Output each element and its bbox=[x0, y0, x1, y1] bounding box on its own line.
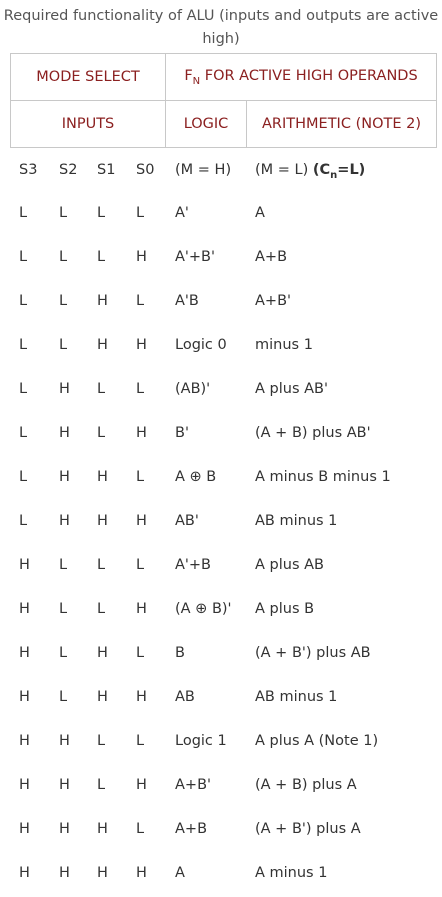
cell-s1: H bbox=[97, 821, 108, 837]
cell-arithmetic-function: (A + B') plus AB bbox=[255, 645, 371, 661]
cell-s3: H bbox=[19, 645, 30, 661]
cell-s0: H bbox=[136, 865, 147, 881]
table-row bbox=[0, 720, 442, 764]
subheader-s1: S1 bbox=[97, 162, 116, 178]
data-rows bbox=[0, 192, 442, 896]
cell-arithmetic-function: (A + B') plus A bbox=[255, 821, 361, 837]
cell-arithmetic-function: (A + B) plus A bbox=[255, 777, 357, 793]
cell-s0: H bbox=[136, 777, 147, 793]
cell-s2: L bbox=[59, 645, 68, 661]
cell-arithmetic-function: A minus 1 bbox=[255, 865, 328, 881]
cell-s3: L bbox=[19, 337, 28, 353]
cell-logic-function: A' bbox=[175, 205, 189, 221]
table-row bbox=[0, 808, 442, 852]
cell-s2: H bbox=[59, 381, 70, 397]
cell-logic-function: A+B' bbox=[175, 777, 212, 793]
carry-sub: n bbox=[330, 169, 338, 181]
cell-s3: L bbox=[19, 249, 28, 265]
cell-s1: L bbox=[97, 733, 106, 749]
fn-header bbox=[166, 54, 437, 101]
table-row bbox=[0, 192, 442, 236]
cell-s2: H bbox=[59, 513, 70, 529]
cell-logic-function: (A ⊕ B)' bbox=[175, 601, 232, 617]
cell-s1: L bbox=[97, 381, 106, 397]
cell-s3: H bbox=[19, 821, 30, 837]
fn-header-prefix: F bbox=[184, 67, 193, 84]
cell-logic-function: Logic 1 bbox=[175, 733, 227, 749]
cell-arithmetic-function: AB minus 1 bbox=[255, 513, 338, 529]
cell-arithmetic-function: A+B' bbox=[255, 293, 292, 309]
cell-s3: L bbox=[19, 425, 28, 441]
fn-header-suffix: FOR ACTIVE HIGH OPERANDS bbox=[200, 67, 418, 84]
header-row-1 bbox=[11, 54, 437, 101]
cell-logic-function: A bbox=[175, 865, 185, 881]
cell-s2: L bbox=[59, 293, 68, 309]
cell-s3: L bbox=[19, 205, 28, 221]
cell-logic-function: B bbox=[175, 645, 185, 661]
cell-s2: L bbox=[59, 249, 68, 265]
cell-s0: L bbox=[136, 469, 145, 485]
table-row bbox=[0, 236, 442, 280]
cell-s3: H bbox=[19, 557, 30, 573]
cell-s0: H bbox=[136, 513, 147, 529]
cell-s2: H bbox=[59, 777, 70, 793]
cell-s2: H bbox=[59, 733, 70, 749]
cell-s2: L bbox=[59, 689, 68, 705]
carry-prefix: (C bbox=[312, 162, 331, 178]
cell-s2: L bbox=[59, 337, 68, 353]
table-row bbox=[0, 852, 442, 896]
table-row bbox=[0, 280, 442, 324]
arithmetic-header: ARITHMETIC (NOTE 2) bbox=[247, 101, 437, 148]
table-row bbox=[0, 676, 442, 720]
cell-arithmetic-function: minus 1 bbox=[255, 337, 313, 353]
cell-s3: H bbox=[19, 689, 30, 705]
carry-suffix: =L) bbox=[337, 162, 366, 178]
cell-s0: L bbox=[136, 557, 145, 573]
cell-s1: H bbox=[97, 293, 108, 309]
cell-logic-function: AB bbox=[175, 689, 195, 705]
cell-s2: L bbox=[59, 557, 68, 573]
table-row bbox=[0, 500, 442, 544]
header-row-2 bbox=[11, 101, 437, 148]
subheader-row bbox=[0, 148, 442, 192]
cell-s1: L bbox=[97, 557, 106, 573]
fn-header-sub: N bbox=[192, 75, 201, 87]
table-row bbox=[0, 544, 442, 588]
cell-s1: L bbox=[97, 777, 106, 793]
cell-s3: L bbox=[19, 381, 28, 397]
cell-arithmetic-function: A bbox=[255, 205, 265, 221]
cell-s3: H bbox=[19, 733, 30, 749]
cell-s1: L bbox=[97, 249, 106, 265]
table-row bbox=[0, 324, 442, 368]
table-row bbox=[0, 412, 442, 456]
cell-logic-function: B' bbox=[175, 425, 189, 441]
subheader-logic-mode: (M = H) bbox=[175, 162, 232, 178]
cell-logic-function: A'+B' bbox=[175, 249, 215, 265]
cell-s0: L bbox=[136, 205, 145, 221]
cell-logic-function: A'+B bbox=[175, 557, 212, 573]
cell-arithmetic-function: A plus AB' bbox=[255, 381, 328, 397]
cell-s0: H bbox=[136, 425, 147, 441]
cell-s1: H bbox=[97, 645, 108, 661]
cell-s1: H bbox=[97, 513, 108, 529]
cell-logic-function: (AB)' bbox=[175, 381, 211, 397]
cell-s0: H bbox=[136, 601, 147, 617]
cell-logic-function: Logic 0 bbox=[175, 337, 227, 353]
cell-s3: H bbox=[19, 777, 30, 793]
cell-s1: H bbox=[97, 469, 108, 485]
cell-s3: H bbox=[19, 601, 30, 617]
subheader-s2: S2 bbox=[59, 162, 78, 178]
cell-s3: L bbox=[19, 293, 28, 309]
cell-s1: L bbox=[97, 601, 106, 617]
table-row bbox=[0, 632, 442, 676]
inputs-header: INPUTS bbox=[11, 101, 166, 148]
cell-s1: H bbox=[97, 689, 108, 705]
cell-arithmetic-function: AB minus 1 bbox=[255, 689, 338, 705]
table-caption: Required functionality of ALU (inputs and outputs are active high) bbox=[3, 8, 439, 47]
logic-header: LOGIC bbox=[166, 101, 247, 148]
cell-s3: H bbox=[19, 865, 30, 881]
table-row bbox=[0, 368, 442, 412]
subheader-s3: S3 bbox=[19, 162, 38, 178]
cell-arithmetic-function: A minus B minus 1 bbox=[255, 469, 391, 485]
cell-logic-function: A'B bbox=[175, 293, 199, 309]
cell-arithmetic-function: A plus A (Note 1) bbox=[255, 733, 379, 749]
subheader-s0: S0 bbox=[136, 162, 155, 178]
cell-s0: H bbox=[136, 689, 147, 705]
cell-s2: L bbox=[59, 205, 68, 221]
cell-s0: L bbox=[136, 381, 145, 397]
subheader-arith-mode bbox=[255, 162, 365, 181]
cell-logic-function: AB' bbox=[175, 513, 199, 529]
cell-s2: H bbox=[59, 865, 70, 881]
alu-header-table bbox=[10, 53, 437, 148]
cell-s0: L bbox=[136, 293, 145, 309]
cell-s2: H bbox=[59, 469, 70, 485]
cell-arithmetic-function: A plus AB bbox=[255, 557, 324, 573]
cell-s2: L bbox=[59, 601, 68, 617]
table-row bbox=[0, 588, 442, 632]
table-row bbox=[0, 456, 442, 500]
truth-table-body bbox=[0, 148, 442, 896]
subheader-carry bbox=[312, 162, 366, 181]
subheader-arith-prefix: (M = L) bbox=[255, 162, 309, 178]
cell-arithmetic-function: (A + B) plus AB' bbox=[255, 425, 371, 441]
table-row bbox=[0, 764, 442, 808]
cell-s2: H bbox=[59, 821, 70, 837]
mode-select-header: MODE SELECT bbox=[11, 54, 166, 101]
cell-s0: L bbox=[136, 821, 145, 837]
cell-s1: H bbox=[97, 337, 108, 353]
cell-s0: H bbox=[136, 249, 147, 265]
cell-s0: L bbox=[136, 645, 145, 661]
cell-logic-function: A ⊕ B bbox=[175, 469, 217, 485]
cell-logic-function: A+B bbox=[175, 821, 208, 837]
cell-s2: H bbox=[59, 425, 70, 441]
cell-s0: L bbox=[136, 733, 145, 749]
cell-s1: L bbox=[97, 425, 106, 441]
cell-s0: H bbox=[136, 337, 147, 353]
cell-s1: H bbox=[97, 865, 108, 881]
cell-s1: L bbox=[97, 205, 106, 221]
cell-arithmetic-function: A+B bbox=[255, 249, 288, 265]
cell-s3: L bbox=[19, 469, 28, 485]
cell-arithmetic-function: A plus B bbox=[255, 601, 315, 617]
cell-s3: L bbox=[19, 513, 28, 529]
